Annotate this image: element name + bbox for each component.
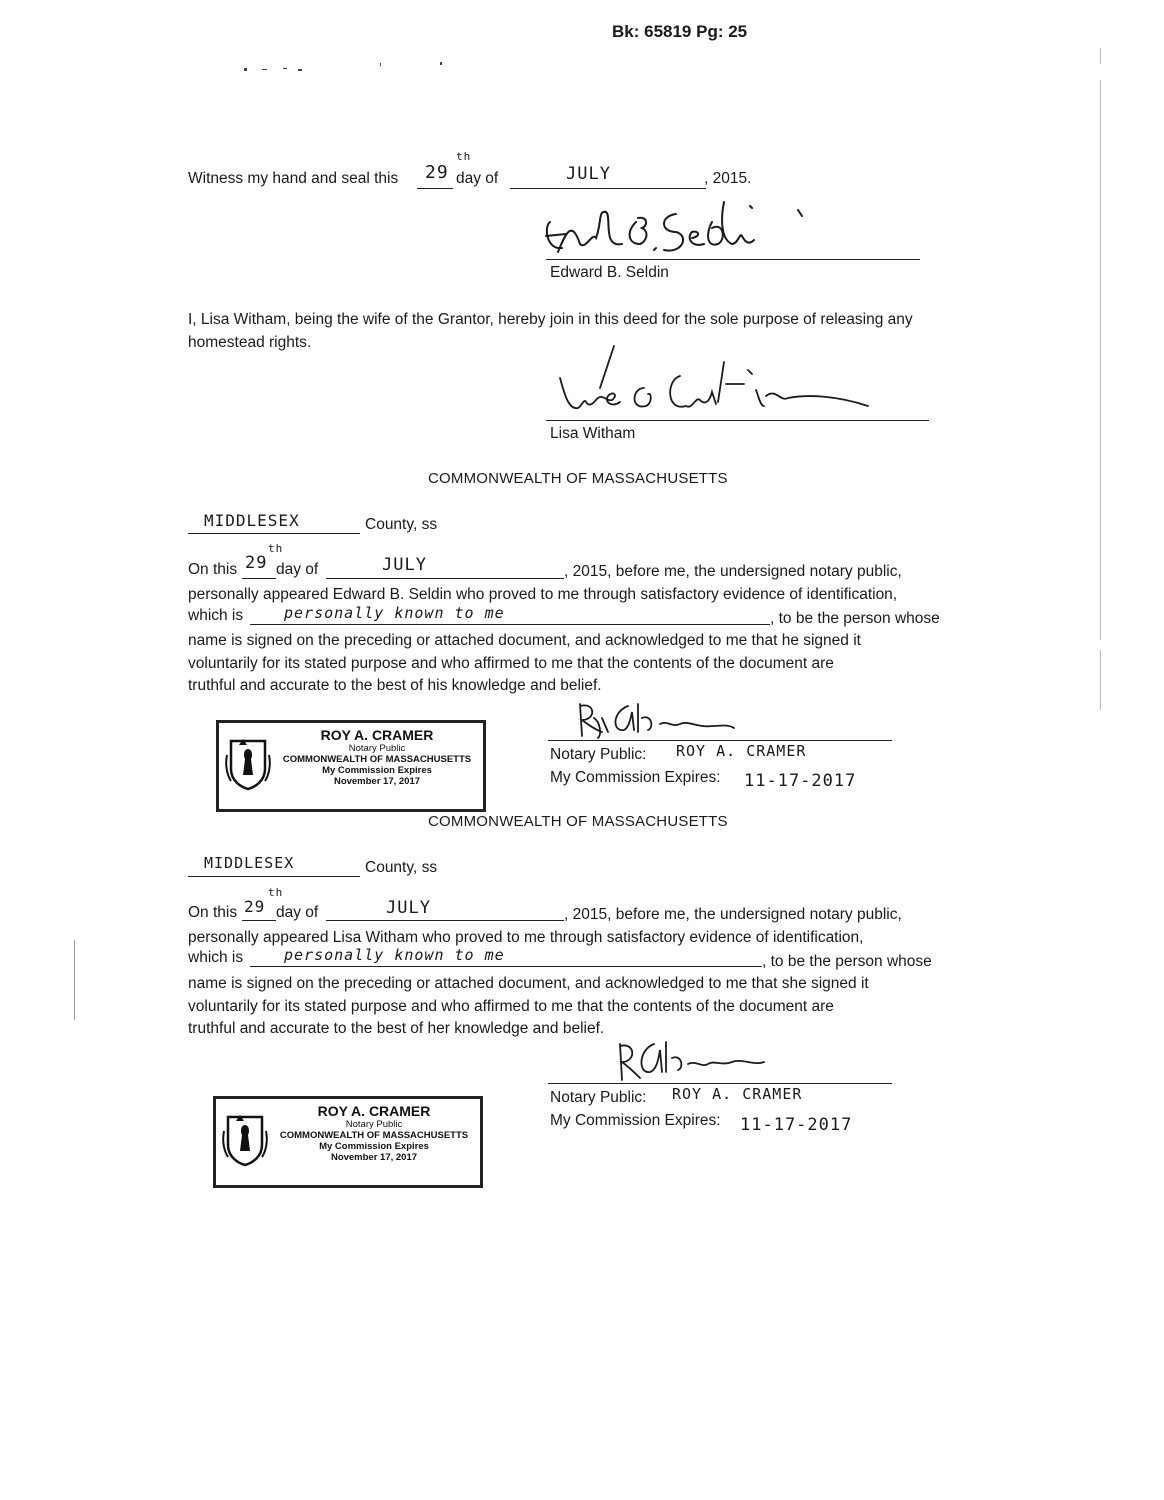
ack1-on-this: On this xyxy=(188,561,238,578)
ack2-county-line xyxy=(188,876,360,877)
ack1-county-line xyxy=(188,533,360,534)
ack2-line1-rest: , 2015, before me, the undersigned notary public, xyxy=(564,906,902,923)
stamp-name: ROY A. CRAMER xyxy=(320,727,434,743)
ack2-line4: name is signed on the preceding or attached document, and acknowledged to me that she signed it xyxy=(188,975,869,992)
scan-speck xyxy=(380,63,381,66)
ack2-line5: voluntarily for its stated purpose and who affirmed to me that the contents of the document are xyxy=(188,998,834,1015)
grantor-signature-line xyxy=(546,259,920,260)
ack1-day-suffix: th xyxy=(268,542,284,555)
ack1-line4: name is signed on the preceding or attached document, and acknowledged to me that he signed it xyxy=(188,632,861,649)
ack2-expires-handwritten: 11-17-2017 xyxy=(740,1115,853,1135)
lisa-witham-signature xyxy=(548,340,888,422)
ack2-evidence-line xyxy=(250,966,762,967)
ack1-county-handwritten: MIDDLESEX xyxy=(204,511,300,530)
ack2-month-handwritten: JULY xyxy=(386,898,431,918)
edward-seldin-signature xyxy=(536,192,856,264)
ack2-notary-signature xyxy=(604,1036,784,1086)
ack2-notary-label: Notary Public: xyxy=(550,1089,647,1106)
ack2-line6: truthful and accurate to the best of her knowledge and belief. xyxy=(188,1020,605,1037)
grantor-name: Edward B. Seldin xyxy=(550,264,669,281)
witness-year: , 2015. xyxy=(704,170,752,187)
scan-speck xyxy=(244,68,247,71)
scan-speck xyxy=(283,68,287,69)
ack1-county-label: County, ss xyxy=(365,516,438,533)
scan-speck xyxy=(298,69,302,71)
stamp-title: Notary Public xyxy=(345,1119,403,1130)
witness-month-handwritten: JULY xyxy=(566,164,611,184)
stamp-expires-date: November 17, 2017 xyxy=(330,1152,418,1163)
ack2-notary-stamp xyxy=(213,1096,483,1188)
ack1-line1-rest: , 2015, before me, the undersigned notary public, xyxy=(564,563,902,580)
ack2-which-is: which is xyxy=(188,949,244,966)
ack2-county-label: County, ss xyxy=(365,859,438,876)
homestead-release-text: I, Lisa Witham, being the wife of the Grantor, hereby join in this deed for the sole purpose of releasing any homestead rights. xyxy=(188,311,913,351)
witness-day-line xyxy=(417,188,453,189)
ack2-day-handwritten: 29 xyxy=(244,897,266,916)
book-page-reference: Bk: 65819 Pg: 25 xyxy=(612,22,748,41)
ack1-evidence-handwritten: personally known to me xyxy=(284,604,505,622)
witness-day-suffix: th xyxy=(456,150,472,163)
ack1-day-line xyxy=(242,578,276,579)
ack1-month-line xyxy=(326,578,564,579)
ack1-month-handwritten: JULY xyxy=(382,555,427,575)
ack1-line5: voluntarily for its stated purpose and who affirmed to me that the contents of the document are xyxy=(188,655,834,672)
witness-day-of: day of xyxy=(456,170,499,187)
ack2-on-this: On this xyxy=(188,904,238,921)
ack1-expires-handwritten: 11-17-2017 xyxy=(744,771,857,791)
ack1-day-of: day of xyxy=(276,561,319,578)
ack1-line6: truthful and accurate to the best of his knowledge and belief. xyxy=(188,677,602,694)
scan-edge-line xyxy=(74,940,75,1020)
ack1-day-handwritten: 29 xyxy=(245,553,268,573)
massachusetts-seal-icon xyxy=(225,735,271,791)
ack2-day-line xyxy=(242,920,276,921)
lisa-signature-line xyxy=(546,420,929,421)
ack1-notary-signature-line xyxy=(548,740,892,741)
lisa-name: Lisa Witham xyxy=(550,425,636,442)
ack1-line3-rest: , to be the person whose xyxy=(770,610,940,627)
stamp-name: ROY A. CRAMER xyxy=(317,1103,431,1119)
ack1-heading: COMMONWEALTH OF MASSACHUSETTS xyxy=(428,470,728,487)
scan-speck xyxy=(440,62,442,65)
ack1-notary-stamp xyxy=(216,720,486,812)
ack2-day-of: day of xyxy=(276,904,319,921)
ack2-notary-signature-line xyxy=(548,1083,892,1084)
ack2-line2: personally appeared Lisa Witham who proved to me through satisfactory evidence of identification, xyxy=(188,929,864,946)
ack1-notary-label: Notary Public: xyxy=(550,746,647,763)
stamp-expires-label: My Commission Expires xyxy=(322,765,432,776)
ack2-expires-label: My Commission Expires: xyxy=(550,1112,721,1129)
scan-edge-line xyxy=(1100,650,1101,710)
ack2-evidence-handwritten: personally known to me xyxy=(284,946,505,964)
witness-month-line xyxy=(510,188,706,189)
ack1-evidence-line xyxy=(250,624,770,625)
ack1-expires-label: My Commission Expires: xyxy=(550,769,721,786)
ack1-notary-handwritten: ROY A. CRAMER xyxy=(676,742,807,760)
scan-edge-line xyxy=(1100,80,1101,640)
stamp-expires-label: My Commission Expires xyxy=(319,1141,429,1152)
ack2-notary-handwritten: ROY A. CRAMER xyxy=(672,1085,803,1103)
stamp-title: Notary Public xyxy=(348,743,406,754)
witness-day-handwritten: 29 xyxy=(425,162,449,183)
ack2-line3-rest: , to be the person whose xyxy=(762,953,932,970)
stamp-state: COMMONWEALTH OF MASSACHUSETTS xyxy=(279,1130,469,1141)
ack2-heading: COMMONWEALTH OF MASSACHUSETTS xyxy=(428,813,728,830)
ack1-notary-signature xyxy=(572,698,742,742)
ack2-month-line xyxy=(326,920,564,921)
scan-edge-line xyxy=(1100,48,1101,64)
ack1-which-is: which is xyxy=(188,607,244,624)
witness-prefix: Witness my hand and seal this xyxy=(188,170,399,187)
massachusetts-seal-icon xyxy=(222,1111,268,1167)
stamp-expires-date: November 17, 2017 xyxy=(333,776,421,787)
ack2-county-handwritten: MIDDLESEX xyxy=(204,854,295,872)
ack1-line2: personally appeared Edward B. Seldin who proved to me through satisfactory evidence of identification, xyxy=(188,586,898,603)
ack2-day-suffix: th xyxy=(268,886,284,899)
stamp-state: COMMONWEALTH OF MASSACHUSETTS xyxy=(282,754,472,765)
scan-speck xyxy=(262,69,267,70)
